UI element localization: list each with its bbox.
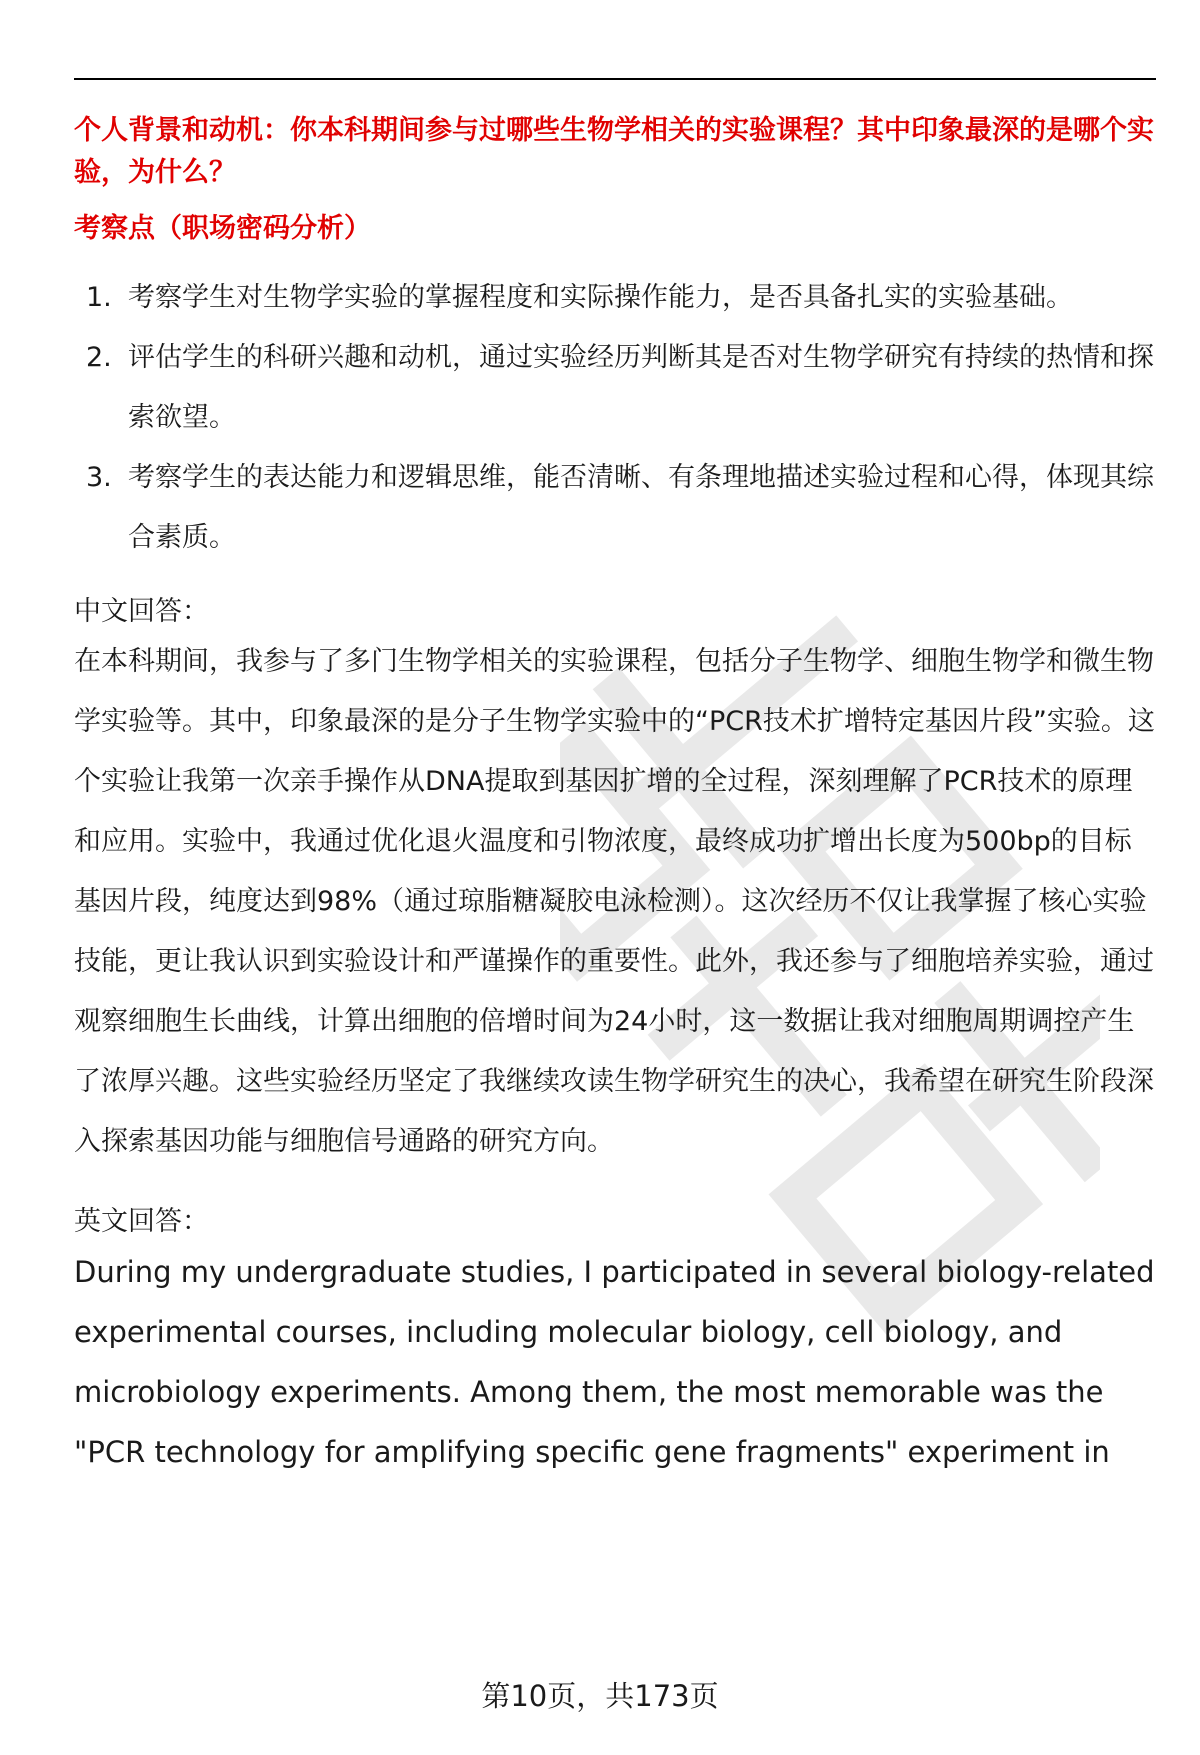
assessment-point-number: 2. xyxy=(86,342,112,373)
page-content xyxy=(74,110,1156,1482)
top-rule xyxy=(74,78,1156,80)
page-number-footer: 第10页，共173页 xyxy=(481,1679,719,1713)
chinese-answer-label: 中文回答： xyxy=(74,596,209,627)
assessment-point-text: 考察学生对生物学实验的掌握程度和实际操作能力，是否具备扎实的实验基础。 xyxy=(128,282,1073,313)
assessment-title: 考察点（职场密码分析） xyxy=(74,213,371,244)
question-heading: 个人背景和动机：你本科期间参与过哪些生物学相关的实验课程？其中印象最深的是哪个实验，为什么？ xyxy=(74,115,1154,188)
english-answer-text: During my undergraduate studies, I participated in several biology-related experimental courses, including molecular biology, cell biology, and microbiology experiments. Among them, the most memorable was the "PCR technology for amplifying specific gene fragments" experiment in xyxy=(74,1255,1155,1469)
assessment-point xyxy=(74,328,1156,448)
assessment-point-number: 1. xyxy=(86,282,112,313)
chinese-answer-text: 在本科期间，我参与了多门生物学相关的实验课程，包括分子生物学、细胞生物学和微生物学实验等。其中，印象最深的是分子生物学实验中的“PCR技术扩增特定基因片段”实验。这个实验让我第一次亲手操作从DNA提取到基因扩增的全过程，深刻理解了PCR技术的原理和应用。实验中，我通过优化退火温度和引物浓度，最终成功扩增出长度为500bp的目标基因片段，纯度达到98%（通过琼脂糖凝胶电泳检测）。这次经历不仅让我掌握了核心实验技能，更让我认识到实验设计和严谨操作的重要性。此外，我还参与了细胞培养实验，通过观察细胞生长曲线，计算出细胞的倍增时间为24小时，这一数据让我对细胞周期调控产生了浓厚兴趣。这些实验经历坚定了我继续攻读生物学研究生的决心，我希望在研究生阶段深入探索基因功能与细胞信号通路的研究方向。 xyxy=(74,646,1155,1157)
assessment-point xyxy=(74,268,1156,328)
assessment-point-number: 3. xyxy=(86,462,112,493)
assessment-point-text: 考察学生的表达能力和逻辑思维，能否清晰、有条理地描述实验过程和心得，体现其综合素质。 xyxy=(128,462,1154,553)
assessment-points-list xyxy=(74,268,1156,568)
assessment-point-text: 评估学生的科研兴趣和动机，通过实验经历判断其是否对生物学研究有持续的热情和探索欲望。 xyxy=(128,342,1154,433)
english-answer-label: 英文回答： xyxy=(74,1206,209,1237)
assessment-point xyxy=(74,448,1156,568)
